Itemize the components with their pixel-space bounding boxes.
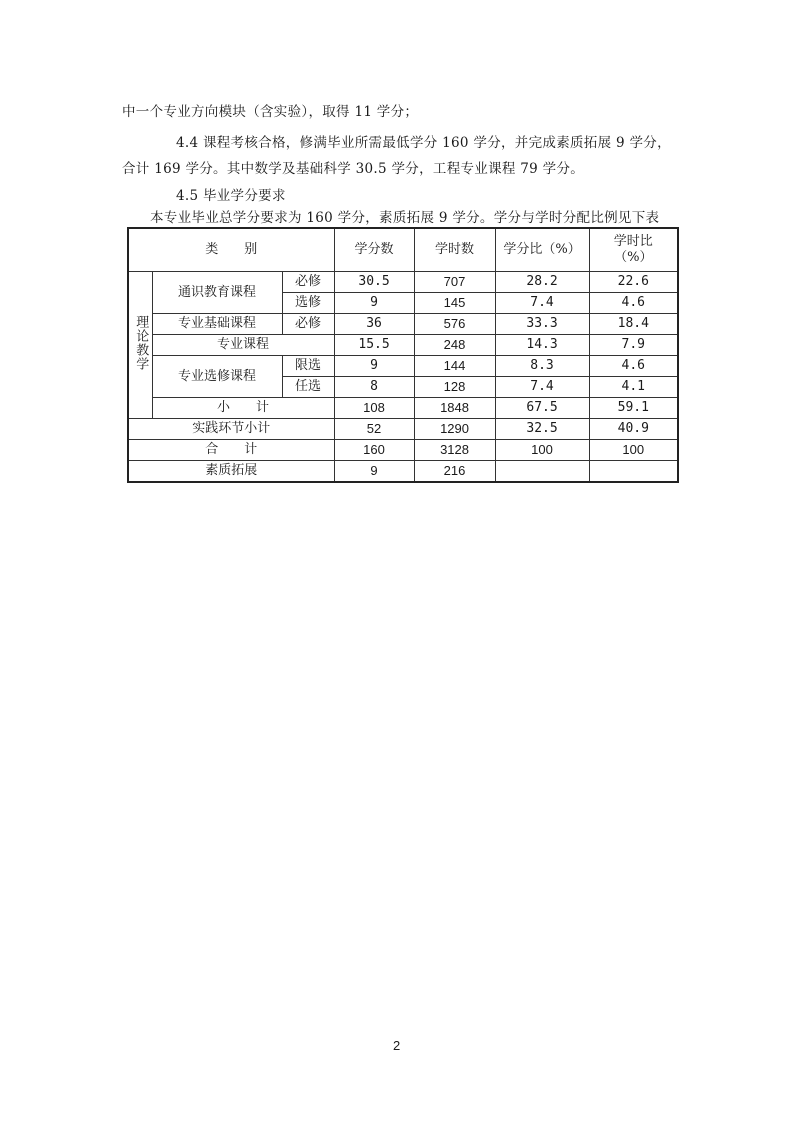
hour-ratio-cell: 22.6 <box>589 272 678 293</box>
header-category: 类 别 <box>128 228 334 272</box>
hours-cell: 145 <box>414 293 495 314</box>
credit-ratio-cell: 28.2 <box>495 272 589 293</box>
hours-cell: 1290 <box>414 419 495 440</box>
group-label: 理论教学 <box>133 314 149 371</box>
credits-cell: 160 <box>334 440 414 461</box>
total-label: 合 计 <box>128 440 334 461</box>
course-name: 专业基础课程 <box>152 314 282 335</box>
credit-ratio-cell <box>495 461 589 483</box>
hours-cell: 707 <box>414 272 495 293</box>
credits-cell: 9 <box>334 461 414 483</box>
credits-cell: 9 <box>334 293 414 314</box>
credits-cell: 30.5 <box>334 272 414 293</box>
course-type: 必修 <box>282 314 334 335</box>
credit-ratio-cell: 8.3 <box>495 356 589 377</box>
header-credit-ratio: 学分比（%） <box>495 228 589 272</box>
paragraph-line: 中一个专业方向模块（含实验），取得 11 学分； <box>122 104 419 120</box>
header-credits: 学分数 <box>334 228 414 272</box>
course-name: 专业课程 <box>152 335 334 356</box>
hour-ratio-cell: 40.9 <box>589 419 678 440</box>
practice-label: 实践环节小计 <box>128 419 334 440</box>
hour-ratio-cell: 4.6 <box>589 293 678 314</box>
course-type: 选修 <box>282 293 334 314</box>
header-hours: 学时数 <box>414 228 495 272</box>
hour-ratio-cell <box>589 461 678 483</box>
paragraph-line: 4.4 课程考核合格，修满毕业所需最低学分 160 学分，并完成素质拓展 9 学分， <box>176 135 671 151</box>
table-caption: 本专业毕业总学分要求为 160 学分，素质拓展 9 学分。学分与学时分配比例见下表 <box>150 210 660 226</box>
course-type: 任选 <box>282 377 334 398</box>
credits-cell: 36 <box>334 314 414 335</box>
paragraph-line: 合计 169 学分。其中数学及基础科学 30.5 学分，工程专业课程 79 学分。 <box>122 161 585 177</box>
course-name: 通识教育课程 <box>152 272 282 314</box>
hour-ratio-cell: 4.6 <box>589 356 678 377</box>
table-row <box>128 272 678 293</box>
credit-ratio-cell: 7.4 <box>495 293 589 314</box>
credit-ratio-cell: 14.3 <box>495 335 589 356</box>
practice-row <box>128 419 678 440</box>
group-label-cell <box>128 272 152 419</box>
header-hour-ratio-line1: 学时比 <box>613 234 653 249</box>
section-heading: 4.5 毕业学分要求 <box>176 188 286 204</box>
hours-cell: 248 <box>414 335 495 356</box>
hours-cell: 1848 <box>414 398 495 419</box>
credit-ratio-cell: 32.5 <box>495 419 589 440</box>
hour-ratio-cell: 59.1 <box>589 398 678 419</box>
credits-cell: 108 <box>334 398 414 419</box>
credits-cell: 9 <box>334 356 414 377</box>
subtotal-row <box>128 398 678 419</box>
hour-ratio-cell: 18.4 <box>589 314 678 335</box>
table-row <box>128 335 678 356</box>
table-row <box>128 314 678 335</box>
course-name: 专业选修课程 <box>152 356 282 398</box>
credit-ratio-cell: 100 <box>495 440 589 461</box>
credits-cell: 15.5 <box>334 335 414 356</box>
subtotal-label: 小 计 <box>152 398 334 419</box>
hours-cell: 3128 <box>414 440 495 461</box>
quality-label: 素质拓展 <box>128 461 334 483</box>
page-number: 2 <box>393 1038 401 1053</box>
credit-ratio-cell: 33.3 <box>495 314 589 335</box>
credits-cell: 8 <box>334 377 414 398</box>
hours-cell: 128 <box>414 377 495 398</box>
credit-ratio-cell: 7.4 <box>495 377 589 398</box>
hours-cell: 144 <box>414 356 495 377</box>
quality-row <box>128 461 678 483</box>
header-hour-ratio-line2: （%） <box>614 250 653 265</box>
header-hour-ratio <box>589 228 678 272</box>
hour-ratio-cell: 7.9 <box>589 335 678 356</box>
hour-ratio-cell: 100 <box>589 440 678 461</box>
hour-ratio-cell: 4.1 <box>589 377 678 398</box>
total-row <box>128 440 678 461</box>
course-type: 限选 <box>282 356 334 377</box>
table-row <box>128 356 678 377</box>
course-type: 必修 <box>282 272 334 293</box>
hours-cell: 576 <box>414 314 495 335</box>
table-header-row <box>128 228 678 272</box>
credit-ratio-cell: 67.5 <box>495 398 589 419</box>
hours-cell: 216 <box>414 461 495 483</box>
credits-cell: 52 <box>334 419 414 440</box>
credit-distribution-table <box>127 227 679 483</box>
